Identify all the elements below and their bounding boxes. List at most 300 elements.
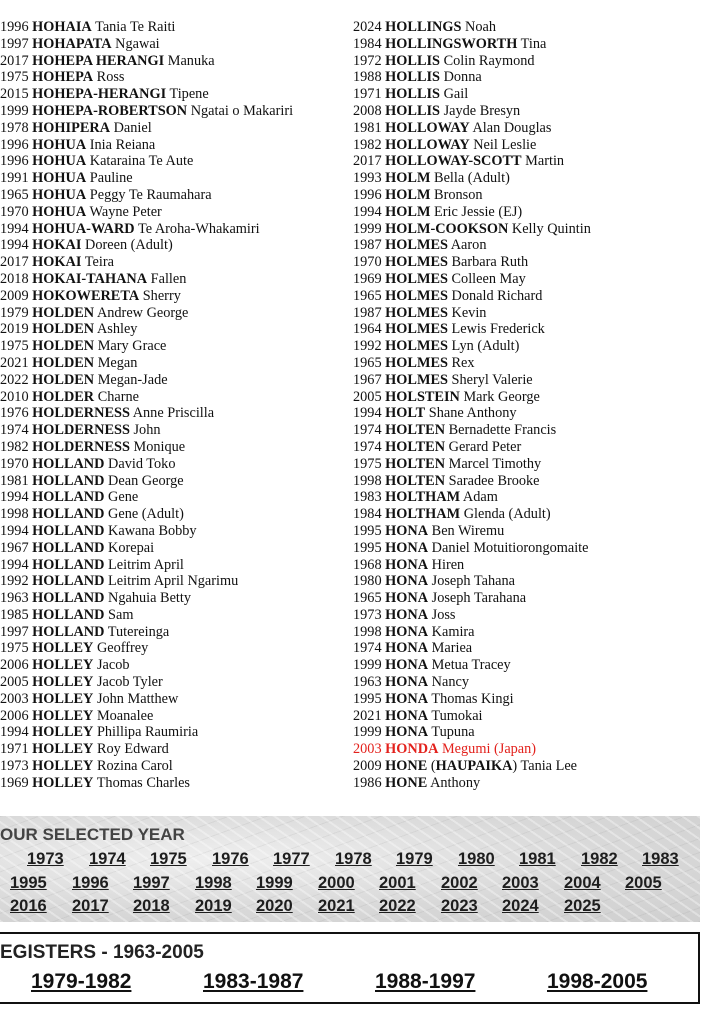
year-link-2016[interactable]: 2016 — [10, 897, 47, 915]
register-entry — [0, 288, 293, 305]
entry-surname: HOHEPA-ROBERTSON — [32, 102, 188, 119]
entry-year: 2003 — [353, 741, 382, 758]
register-entry — [0, 254, 293, 271]
entry-given-names: Mark George — [463, 388, 540, 405]
entry-year: 1970 — [0, 203, 29, 220]
register-entry — [353, 187, 591, 204]
register-entry — [353, 624, 591, 641]
register-link-1983-1987[interactable]: 1983-1987 — [203, 970, 304, 993]
entry-year: 1994 — [0, 237, 29, 254]
year-link-2000[interactable]: 2000 — [318, 874, 355, 892]
register-entry — [0, 187, 293, 204]
entry-year: 1969 — [353, 270, 382, 287]
entry-surname: HOHUA — [32, 153, 87, 170]
entry-given-names: Tania Te Raiti — [95, 19, 176, 35]
entry-surname: HOLMES — [385, 354, 448, 371]
register-entry — [353, 86, 591, 103]
year-link-2001[interactable]: 2001 — [379, 874, 416, 892]
register-entry — [0, 640, 293, 657]
year-link-1974[interactable]: 1974 — [89, 850, 126, 868]
entry-surname: HONA — [385, 606, 429, 623]
entry-surname: HOHUA — [32, 186, 87, 203]
entry-year: 1994 — [353, 405, 382, 422]
entry-year: 2010 — [0, 388, 29, 405]
entry-surname: HOLLEY — [32, 674, 94, 691]
register-entry — [353, 170, 591, 187]
entry-surname: HOLDERNESS — [32, 405, 130, 422]
entry-surname: HOLM-COOKSON — [385, 220, 509, 237]
entry-surname: HOLLIS — [385, 69, 440, 86]
entry-surname: HOLLEY — [32, 640, 94, 657]
entry-year: 2017 — [0, 254, 29, 271]
entry-year: 1965 — [353, 590, 382, 607]
entry-given-names: Bronson — [434, 186, 483, 203]
register-entry — [353, 288, 591, 305]
register-entry — [0, 53, 293, 70]
entry-surname: HOHIPERA — [32, 119, 111, 136]
entry-surname: HOLDERNESS — [32, 422, 130, 439]
entry-surname: HOLLAND — [32, 623, 105, 640]
year-link-2002[interactable]: 2002 — [441, 874, 478, 892]
entry-given-names: Kamira — [431, 623, 475, 640]
entry-given-names: Kataraina Te Aute — [89, 153, 194, 170]
entry-given-names: Ngahuia Betty — [108, 590, 192, 607]
year-link-1981[interactable]: 1981 — [519, 850, 556, 868]
entry-given-names: Gerard Peter — [448, 438, 522, 455]
entry-surname: HONA — [385, 640, 429, 657]
entry-surname: HOHUA — [32, 136, 87, 153]
entry-given-names: Tina — [520, 35, 547, 52]
entry-surname: HOLM — [385, 170, 431, 187]
entry-year: 1965 — [0, 186, 29, 203]
entry-given-names: Megumi (Japan) — [441, 741, 537, 758]
entry-surname: HOLLAND — [32, 506, 105, 523]
entry-given-names: Colin Raymond — [443, 52, 535, 69]
entry-given-names: Sherry — [142, 287, 181, 304]
year-link-1978[interactable]: 1978 — [335, 850, 372, 868]
register-entry — [353, 741, 591, 758]
entry-surname: HONA — [385, 623, 429, 640]
register-entry — [0, 355, 293, 372]
register-entry — [353, 69, 591, 86]
register-entry — [0, 540, 293, 557]
entry-given-names: Anthony — [430, 774, 481, 791]
entry-year: 2009 — [0, 287, 29, 304]
entry-surname: HOKAI — [32, 254, 82, 271]
entry-given-names: Peggy Te Raumahara — [89, 186, 212, 203]
entry-given-names: Daniel Motuitiorongomaite — [431, 539, 589, 556]
entry-surname: HOLM — [385, 186, 431, 203]
entry-year: 2021 — [353, 707, 382, 724]
register-entry — [353, 389, 591, 406]
entry-surname: HOHUA-WARD — [32, 220, 135, 237]
register-entry — [0, 69, 293, 86]
entry-given-names: Tutereinga — [107, 623, 170, 640]
entry-surname: HOLTEN — [385, 455, 446, 472]
entry-year: 1995 — [353, 690, 382, 707]
register-entry — [353, 237, 591, 254]
entry-surname: HOLLOWAY — [385, 119, 470, 136]
year-link-2019[interactable]: 2019 — [195, 897, 232, 915]
entry-surname: HOLLEY — [32, 741, 94, 758]
register-entry — [0, 708, 293, 725]
register-entry — [353, 405, 591, 422]
entry-year: 1978 — [0, 119, 29, 136]
entry-surname: HOLDEN — [32, 321, 95, 338]
entry-year: 1972 — [353, 52, 382, 69]
entry-surname: HOLDEN — [32, 354, 95, 371]
entry-given-names: Eric Jessie (EJ) — [434, 203, 523, 220]
entry-year: 1994 — [0, 489, 29, 506]
register-link-1998-2005[interactable]: 1998-2005 — [547, 970, 648, 993]
entry-surname: HOLLEY — [32, 758, 94, 775]
entry-given-names: Anne Priscilla — [132, 405, 215, 422]
entry-surname: HOHEPA-HERANGI — [32, 86, 167, 103]
entry-year: 1995 — [353, 539, 382, 556]
entry-surname: HOLLEY — [32, 774, 94, 791]
entry-year: 1992 — [353, 338, 382, 355]
entry-surname: HOLLAND — [32, 522, 105, 539]
register-entry — [0, 389, 293, 406]
entry-given-names: Thomas Charles — [96, 774, 190, 791]
entry-year: 2009 — [353, 758, 382, 775]
entry-given-names: Nancy — [431, 674, 469, 691]
entry-year: 1974 — [353, 640, 382, 657]
entry-given-names: Colleen May — [451, 270, 526, 287]
year-link-2004[interactable]: 2004 — [564, 874, 601, 892]
entry-year: 1979 — [0, 304, 29, 321]
register-entry — [0, 674, 293, 691]
year-link-2021[interactable]: 2021 — [318, 897, 355, 915]
year-link-1977[interactable]: 1977 — [273, 850, 310, 868]
register-entry — [0, 19, 293, 36]
entry-given-names: Manuka — [167, 52, 215, 69]
year-link-2017[interactable]: 2017 — [72, 897, 109, 915]
entry-surname: HONA — [385, 690, 429, 707]
entry-surname: HOLMES — [385, 254, 448, 271]
entry-given-names: Geoffrey — [96, 640, 149, 657]
entry-given-names: Kawana Bobby — [108, 522, 197, 539]
entry-surname: HONE — [385, 774, 428, 791]
register-entry — [0, 775, 293, 792]
year-link-2018[interactable]: 2018 — [133, 897, 170, 915]
entry-given-names: Daniel — [113, 119, 152, 136]
entry-year: 1984 — [353, 35, 382, 52]
year-link-1999[interactable]: 1999 — [256, 874, 293, 892]
entry-year: 1996 — [353, 186, 382, 203]
register-entry — [0, 153, 293, 170]
entry-given-names: (HAUPAIKA) Tania Lee — [430, 758, 578, 775]
entry-surname: HOLLOWAY-SCOTT — [385, 153, 522, 170]
register-entry — [353, 321, 591, 338]
entry-surname: HONA — [385, 522, 429, 539]
register-entry — [353, 540, 591, 557]
entry-given-names: Bernadette Francis — [448, 422, 557, 439]
year-link-2024[interactable]: 2024 — [502, 897, 539, 915]
entry-given-names: Donna — [443, 69, 482, 86]
entry-given-names: Monique — [133, 438, 186, 455]
entry-year: 1983 — [353, 489, 382, 506]
entry-surname: HONA — [385, 556, 429, 573]
entry-surname: HOLTEN — [385, 438, 446, 455]
entry-given-names: Hiren — [431, 556, 465, 573]
entry-surname: HOHAPATA — [32, 35, 112, 52]
year-link-1976[interactable]: 1976 — [212, 850, 249, 868]
entry-surname: HOLLINGSWORTH — [385, 35, 518, 52]
entry-given-names: Ross — [96, 69, 125, 86]
entry-given-names: Bella (Adult) — [434, 170, 510, 187]
entry-surname: HONDA — [385, 741, 439, 758]
entry-year: 1998 — [0, 506, 29, 523]
entry-year: 1982 — [0, 438, 29, 455]
entry-surname: HOLTEN — [385, 422, 446, 439]
register-entry — [353, 456, 591, 473]
entry-year: 2003 — [0, 690, 29, 707]
entry-year: 1973 — [0, 758, 29, 775]
year-link-1998[interactable]: 1998 — [195, 874, 232, 892]
entry-given-names: Jacob — [96, 657, 130, 674]
entry-surname: HOLDEN — [32, 338, 95, 355]
entry-given-names: Jayde Bresyn — [443, 102, 521, 119]
register-entry — [0, 624, 293, 641]
entry-given-names: Korepai — [108, 539, 155, 556]
entry-year: 2015 — [0, 86, 29, 103]
year-link-1995[interactable]: 1995 — [10, 874, 47, 892]
entry-year: 1994 — [0, 522, 29, 539]
entry-given-names: Tupuna — [431, 724, 475, 741]
entry-given-names: Lewis Frederick — [451, 321, 545, 338]
entry-year: 1970 — [353, 254, 382, 271]
entry-given-names: Aaron — [450, 237, 487, 254]
entry-year: 2022 — [0, 371, 29, 388]
entry-year: 1965 — [353, 287, 382, 304]
entry-given-names: Ngatai o Makariri — [190, 102, 294, 119]
year-link-1975[interactable]: 1975 — [150, 850, 187, 868]
entry-year: 1971 — [353, 86, 382, 103]
year-link-1997[interactable]: 1997 — [133, 874, 170, 892]
entry-year: 1968 — [353, 556, 382, 573]
register-entry — [353, 775, 591, 792]
register-entry — [0, 724, 293, 741]
register-entry — [0, 405, 293, 422]
entry-given-names: Joseph Tahana — [431, 573, 515, 590]
register-entry — [0, 573, 293, 590]
entry-given-names: Phillipa Raumiria — [96, 724, 199, 741]
register-link-1988-1997[interactable]: 1988-1997 — [375, 970, 476, 993]
entry-surname: HOLLAND — [32, 556, 105, 573]
entry-given-names: John Matthew — [96, 690, 179, 707]
entry-given-names: Ashley — [96, 321, 138, 338]
entry-year: 1993 — [353, 170, 382, 187]
register-entry — [0, 557, 293, 574]
entry-year: 1981 — [353, 119, 382, 136]
entry-year: 2021 — [0, 354, 29, 371]
entry-year: 1985 — [0, 606, 29, 623]
entry-given-names: Sheryl Valerie — [451, 371, 533, 388]
entry-year: 1992 — [0, 573, 29, 590]
entry-given-names: Ben Wiremu — [431, 522, 505, 539]
left-column — [0, 19, 293, 792]
entry-year: 1998 — [353, 623, 382, 640]
entry-surname: HOLLAND — [32, 606, 105, 623]
entry-year: 1975 — [353, 455, 382, 472]
entry-surname: HONA — [385, 590, 429, 607]
register-entry — [353, 305, 591, 322]
register-entry — [353, 640, 591, 657]
year-link-1979[interactable]: 1979 — [396, 850, 433, 868]
entry-year: 1984 — [353, 506, 382, 523]
year-link-2003[interactable]: 2003 — [502, 874, 539, 892]
entry-year: 1987 — [353, 304, 382, 321]
entry-given-names: Fallen — [150, 270, 187, 287]
entry-year: 1995 — [353, 522, 382, 539]
register-entry — [0, 305, 293, 322]
entry-given-names: Inia Reiana — [89, 136, 156, 153]
year-link-1973[interactable]: 1973 — [27, 850, 64, 868]
register-entry — [0, 321, 293, 338]
register-entry — [0, 607, 293, 624]
register-entry — [0, 103, 293, 120]
entry-given-names: Shane Anthony — [428, 405, 517, 422]
register-entry — [0, 691, 293, 708]
register-entry — [0, 221, 293, 238]
entry-given-names: Saradee Brooke — [448, 472, 540, 489]
entry-given-names: Lyn (Adult) — [451, 338, 520, 355]
entry-given-names: Marcel Timothy — [448, 455, 542, 472]
year-link-2020[interactable]: 2020 — [256, 897, 293, 915]
register-entry — [353, 221, 591, 238]
entry-surname: HOLLIS — [385, 102, 440, 119]
entry-year: 1963 — [353, 674, 382, 691]
entry-given-names: Andrew George — [96, 304, 189, 321]
register-entry — [353, 422, 591, 439]
entry-year: 1999 — [353, 220, 382, 237]
entry-year: 1994 — [0, 220, 29, 237]
year-link-1983[interactable]: 1983 — [642, 850, 679, 868]
register-entry — [353, 506, 591, 523]
entry-surname: HOLM — [385, 203, 431, 220]
entry-surname: HOLDERNESS — [32, 438, 130, 455]
entry-given-names: Gene — [108, 489, 139, 506]
entry-given-names: Wayne Peter — [89, 203, 162, 220]
register-entry — [353, 120, 591, 137]
entry-surname: HOLLAND — [32, 489, 105, 506]
register-entry — [0, 237, 293, 254]
entry-surname: HOLTEN — [385, 472, 446, 489]
year-link-2023[interactable]: 2023 — [441, 897, 478, 915]
entry-given-names: Leitrim April — [108, 556, 184, 573]
entry-given-names: Mary Grace — [97, 338, 167, 355]
entry-given-names: Gene (Adult) — [108, 506, 184, 523]
entry-year: 1971 — [0, 741, 29, 758]
entry-surname: HOLLAND — [32, 539, 105, 556]
entry-surname: HOLT — [385, 405, 426, 422]
entry-surname: HOLMES — [385, 304, 448, 321]
entry-surname: HOLLIS — [385, 86, 440, 103]
entry-year: 1967 — [0, 539, 29, 556]
register-entry — [353, 355, 591, 372]
register-entry — [353, 372, 591, 389]
register-entry — [0, 86, 293, 103]
register-link-1979-1982[interactable]: 1979-1982 — [31, 970, 132, 993]
entry-year: 2017 — [353, 153, 382, 170]
entry-surname: HOLSTEIN — [385, 388, 460, 405]
entry-given-names: Sam — [108, 606, 134, 623]
register-entry — [353, 254, 591, 271]
entry-given-names: Joseph Tarahana — [431, 590, 527, 607]
entry-surname: HOLLEY — [32, 657, 94, 674]
year-link-2022[interactable]: 2022 — [379, 897, 416, 915]
entry-year: 1970 — [0, 455, 29, 472]
entry-surname: HONA — [385, 707, 429, 724]
register-entry — [0, 473, 293, 490]
register-entry — [353, 53, 591, 70]
register-entry — [353, 338, 591, 355]
entry-surname: HOLMES — [385, 237, 448, 254]
entry-year: 1999 — [353, 657, 382, 674]
entry-year: 2024 — [353, 19, 382, 35]
entry-year: 1965 — [353, 354, 382, 371]
entry-surname: HONE — [385, 758, 428, 775]
entry-year: 2006 — [0, 657, 29, 674]
register-entry — [353, 204, 591, 221]
entry-surname: HOHEPA — [32, 69, 94, 86]
register-entry — [0, 758, 293, 775]
register-entry — [353, 439, 591, 456]
entry-given-names: Dean George — [108, 472, 184, 489]
entry-surname: HOHUA — [32, 170, 87, 187]
entry-year: 1974 — [0, 422, 29, 439]
register-entry — [0, 338, 293, 355]
register-entry — [0, 137, 293, 154]
entry-year: 1987 — [353, 237, 382, 254]
entry-given-names: Moanalee — [96, 707, 154, 724]
entry-year: 1967 — [353, 371, 382, 388]
entry-given-names: Alan Douglas — [472, 119, 552, 136]
year-link-2025[interactable]: 2025 — [564, 897, 601, 915]
entry-year: 2019 — [0, 321, 29, 338]
entry-given-names: Martin — [525, 153, 565, 170]
year-link-1980[interactable]: 1980 — [458, 850, 495, 868]
entry-surname: HOLDEN — [32, 371, 95, 388]
register-entry — [0, 439, 293, 456]
entry-surname: HOLLAND — [32, 455, 105, 472]
entry-given-names: Tumokai — [431, 707, 483, 724]
entry-surname: HOLMES — [385, 338, 448, 355]
entry-year: 1996 — [0, 136, 29, 153]
entry-year: 1964 — [353, 321, 382, 338]
register-entry — [0, 170, 293, 187]
entry-surname: HOLDER — [32, 388, 95, 405]
register-entry — [0, 590, 293, 607]
entry-given-names: Kelly Quintin — [511, 220, 591, 237]
entry-given-names: Gail — [443, 86, 469, 103]
entry-surname: HOLMES — [385, 287, 448, 304]
year-link-1996[interactable]: 1996 — [72, 874, 109, 892]
entry-surname: HOLLEY — [32, 690, 94, 707]
register-entry — [353, 103, 591, 120]
entry-surname: HOLDEN — [32, 304, 95, 321]
entry-year: 1997 — [0, 623, 29, 640]
entry-given-names: Ngawai — [115, 35, 160, 52]
entry-given-names: Pauline — [89, 170, 133, 187]
entry-given-names: Teira — [84, 254, 114, 271]
register-entry — [0, 120, 293, 137]
year-link-1982[interactable]: 1982 — [581, 850, 618, 868]
entry-surname: HOHAIA — [32, 19, 92, 35]
entry-year: 1994 — [0, 556, 29, 573]
year-link-2005[interactable]: 2005 — [625, 874, 662, 892]
